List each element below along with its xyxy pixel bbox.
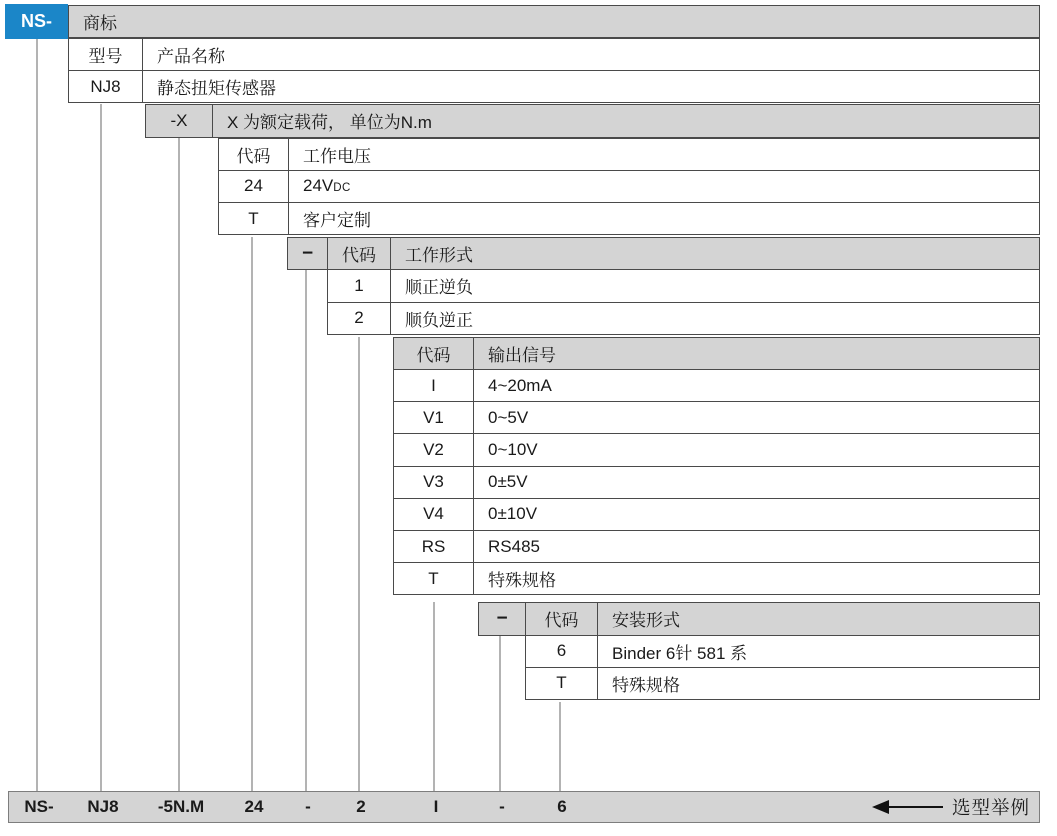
table-row: [218, 170, 1040, 203]
voltage-value: 24V: [303, 176, 334, 196]
mount-table: [525, 602, 1040, 700]
connector-line: [100, 104, 102, 791]
desc-cell: 工作电压: [303, 146, 371, 166]
dash-separator-cell: −: [478, 602, 526, 635]
table-row: [327, 269, 1040, 302]
table-row: [393, 498, 1040, 531]
signal-table: [393, 337, 1040, 596]
desc-cell: 安装形式: [612, 611, 680, 631]
code-cell: RS: [394, 531, 474, 562]
table-row: [525, 602, 1040, 635]
example-bar: [8, 791, 1040, 823]
example-segment: I: [433, 797, 439, 816]
desc-cell: 特殊规格: [488, 571, 556, 591]
table-row: [393, 433, 1040, 466]
mode-table: [327, 237, 1040, 335]
connector-line: [178, 138, 180, 791]
model-table: [68, 38, 1040, 103]
code-cell: 代码: [219, 139, 289, 170]
code-cell: 型号: [69, 39, 143, 70]
example-segment: -5N.M: [157, 797, 205, 816]
example-segment: NS-: [24, 797, 54, 816]
code-cell: 2: [328, 303, 391, 334]
connector-line: [305, 270, 307, 791]
desc-cell: 工作形式: [405, 246, 473, 266]
connector-line: [433, 602, 435, 791]
table-row: [145, 104, 1040, 137]
dash-separator-cell: −: [287, 237, 328, 270]
code-cell: 1: [328, 270, 391, 301]
example-segment: 2: [356, 797, 366, 816]
table-row: [393, 337, 1040, 370]
brand-label-cell: 商标: [83, 13, 117, 33]
desc-cell: 顺负逆正: [405, 310, 473, 330]
desc-cell: 0~10V: [488, 439, 538, 459]
rated-load-table: [145, 104, 1040, 137]
code-cell: V3: [394, 467, 474, 498]
table-row: [393, 401, 1040, 434]
connector-line: [251, 237, 253, 791]
table-row: [525, 667, 1040, 700]
table-row: [68, 5, 1040, 38]
example-label: 选型举例: [951, 797, 1030, 818]
table-row: [68, 38, 1040, 71]
code-cell: V2: [394, 434, 474, 465]
desc-cell: 特殊规格: [612, 675, 680, 695]
table-row: [327, 237, 1040, 270]
code-cell: T: [526, 668, 598, 699]
desc-cell: 产品名称: [157, 47, 225, 67]
code-cell: NJ8: [69, 71, 143, 102]
arrow-shaft: [889, 806, 943, 809]
desc-cell: X 为额定载荷， 单位为N.m: [227, 113, 432, 133]
code-cell: 代码: [526, 603, 598, 634]
connector-line: [499, 635, 501, 791]
desc-cell: 0~5V: [488, 407, 529, 427]
desc-cell: [289, 171, 1039, 202]
desc-cell: 输出信号: [488, 345, 556, 365]
code-cell: I: [394, 370, 474, 401]
desc-cell: 0±10V: [488, 504, 538, 524]
code-cell: V1: [394, 402, 474, 433]
table-row: [218, 138, 1040, 171]
table-row: [393, 369, 1040, 402]
example-segment: -: [499, 797, 505, 816]
example-segment: -: [305, 797, 311, 816]
table-row: [393, 466, 1040, 499]
brand-code-box: NS-: [5, 4, 68, 39]
table-row: [218, 202, 1040, 235]
brand-table: [68, 5, 1040, 38]
table-row: [525, 635, 1040, 668]
connector-line: [358, 337, 360, 791]
desc-cell: 静态扭矩传感器: [157, 79, 276, 99]
example-segment: 24: [244, 797, 264, 816]
voltage-table: [218, 138, 1040, 236]
code-cell: T: [219, 203, 289, 234]
desc-cell: 4~20mA: [488, 375, 552, 395]
code-cell: 24: [219, 171, 289, 202]
desc-cell: RS485: [488, 536, 540, 556]
table-row: [393, 530, 1040, 563]
desc-cell: 0±5V: [488, 472, 528, 492]
example-segment: 6: [557, 797, 567, 816]
desc-cell: Binder 6针 581 系: [612, 643, 748, 663]
code-cell: 代码: [328, 238, 391, 269]
example-segment: NJ8: [87, 797, 119, 816]
table-row: [68, 70, 1040, 103]
connector-line: [559, 702, 561, 791]
example-pointer: [872, 792, 1030, 822]
code-cell: -X: [146, 105, 213, 136]
code-cell: 代码: [394, 338, 474, 369]
desc-cell: 顺正逆负: [405, 278, 473, 298]
left-arrow-icon: [872, 800, 889, 814]
desc-cell: 客户定制: [303, 211, 371, 231]
code-cell: T: [394, 563, 474, 594]
connector-line: [36, 38, 38, 791]
code-cell: 6: [526, 636, 598, 667]
table-row: [327, 302, 1040, 335]
voltage-unit-suffix: DC: [333, 182, 351, 195]
table-row: [393, 562, 1040, 595]
code-cell: V4: [394, 499, 474, 530]
